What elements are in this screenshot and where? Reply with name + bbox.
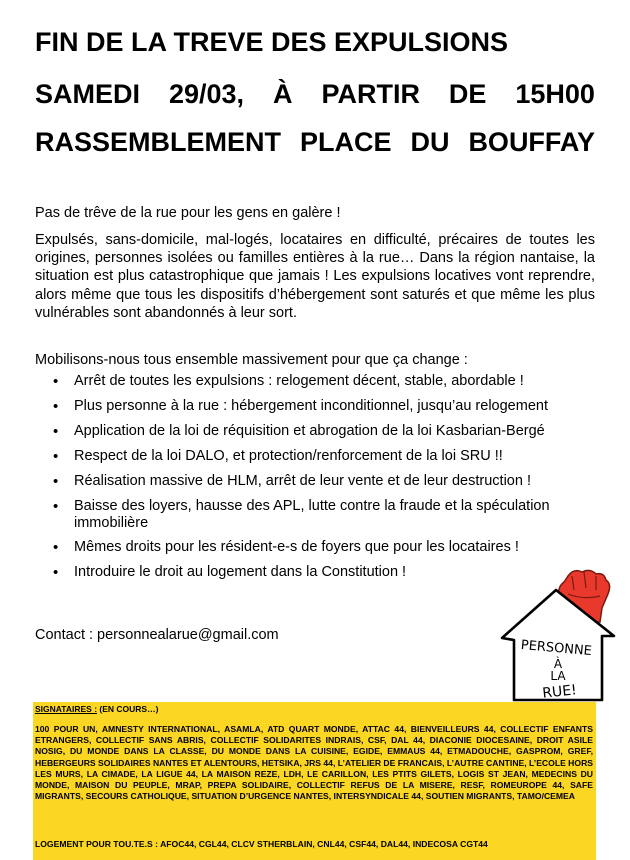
demand-item: • Introduire le droit au logement dans la Constitution ! [36, 564, 581, 581]
logo-text: RUE! [541, 682, 578, 702]
title-word: DU [410, 127, 450, 157]
demand-item: • Baisse des loyers, hausse des APL, lutte contre la fraude et la spéculation immobilière [36, 498, 581, 532]
demand-item: • Plus personne à la rue : hébergement inconditionnel, jusqu’au relogement [36, 398, 581, 415]
contact-line: Contact : personnealarue@gmail.com [35, 627, 279, 643]
signatories-note: (EN COURS…) [99, 704, 159, 714]
title-word: BOUFFAY [468, 127, 595, 157]
title-word: 29/03, [168, 79, 245, 109]
demands-list [36, 373, 581, 589]
logo-text: PERSONNE [520, 637, 593, 660]
situation-paragraph: Expulsés, sans-domicile, mal-logés, locataires en difficulté, précaires de toutes les origines, personnes isolées ou familles entières à la rue… Dans la région nantaise, la situation est plus catastrophique que jamais ! Les expulsions locatives vont reprendre, alors même que tous les dispositifs d’hébergement sont saturés et que même les plus vulnérables sont abandonnés à leur sort. [35, 232, 595, 321]
title-line-1: FIN DE LA TREVE DES EXPULSIONS [35, 27, 509, 57]
title-word: DE [448, 79, 487, 109]
signatories-label: SIGNATAIRES : [35, 704, 98, 714]
signatories-list: 100 POUR UN, AMNESTY INTERNATIONAL, ASAMLA, ATD QUART MONDE, ATTAC 44, BIENVEILLEURS 44, COLLECTIF ENFANTS ETRANGERS, COLLECTIF SANS ABRIS, COLLECTIF SOLIDARITES INDRAIS, CSF, DAL 44, DIACONIE DIOCESAINE, DROIT ASILE NOSIG, DU MONDE DANS LA CLASSE, DU MONDE DANS LA CUISINE, EGIDE, EMMAUS 44, ETMADOUCHE, GASPROM, GREF, HEBERGEURS SOLIDAIRES NANTES ET ALENTOURS, HETSIKA, JRS 44, L’ATELIER DE FRANCAIS, L’AUTRE CANTINE, L’ECOLE HORS LES MURS, LA CIMADE, LA LIGUE 44, LA MAISON REZE, LDH, LE CARILLON, LES PTITS GILETS, LOGIS ST JEAN, MEDECINS DU MONDE, MAISON DU PEUPLE, MRAP, PREPA SOLIDAIRE, COLLECTIF REFUS DE LA MISERE, RESF, ROMEUROPE 44, SAFE MIGRANTS, SECOURS CATHOLIQUE, SITUATION D’URGENCE NANTES, INTERSYNDICALE 44, SOUTIEN MIGRANTS, TAMO/CEMEA [35, 724, 594, 802]
demand-item: • Application de la loi de réquisition et abrogation de la loi Kasbarian-Bergé [36, 423, 581, 440]
title-word: 15H00 [515, 79, 595, 109]
title-word: RASSEMBLEMENT [35, 127, 282, 157]
demand-item: • Arrêt de toutes les expulsions : relogement décent, stable, abordable ! [36, 373, 581, 390]
demand-item: • Respect de la loi DALO, et protection/renforcement de la loi SRU !! [36, 448, 581, 465]
title-word: PARTIR [321, 79, 420, 109]
logo-text: À [553, 657, 563, 671]
signatories-box [33, 702, 596, 860]
mobilisation-heading: Mobilisons-nous tous ensemble massivement pour que ça change : [35, 352, 468, 368]
demand-item: • Réalisation massive de HLM, arrêt de leur vente et de leur destruction ! [36, 473, 581, 490]
title-word: À [273, 79, 293, 109]
title-word: PLACE [299, 127, 392, 157]
intro-text: Pas de trêve de la rue pour les gens en galère ! [35, 205, 341, 221]
demand-item: • Mêmes droits pour les résident-e-s de foyers que pour les locataires ! [36, 539, 581, 556]
logo-text: LA [550, 669, 566, 683]
title-line-3 [35, 126, 595, 158]
title-word: SAMEDI [35, 79, 141, 109]
personne-a-la-rue-logo [494, 560, 624, 708]
logement-signatories: LOGEMENT POUR TOU.TE.S : AFOC44, CGL44, CLCV STHERBLAIN, CNL44, CSF44, DAL44, INDECOSA CGT44 [35, 839, 488, 849]
title-line-2 [35, 78, 595, 110]
signatories-heading [35, 704, 158, 714]
